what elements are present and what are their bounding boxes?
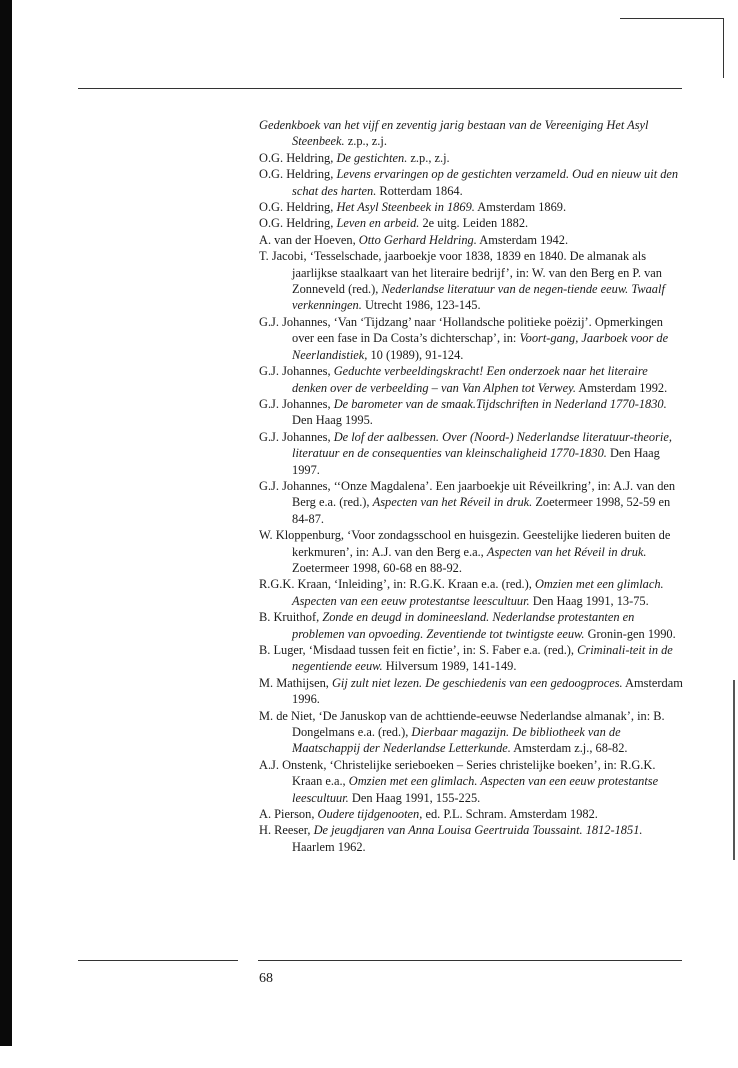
entry-text: O.G. Heldring, bbox=[259, 150, 337, 165]
bibliography-entry bbox=[259, 166, 685, 199]
bibliography-entry bbox=[259, 215, 685, 231]
bibliography-entry bbox=[259, 675, 685, 708]
entry-text: G.J. Johannes, ‘‘Onze Magdalena’. Een jaarboekje uit Réveilkring’, in: A.J. van den Berg e.a. (red.), bbox=[259, 478, 676, 510]
bibliography-entry bbox=[259, 199, 685, 215]
entry-text: G.J. Johannes, bbox=[259, 429, 334, 444]
entry-title: De jeugdjaren van Anna Louisa Geertruida Toussaint. 1812-1851. bbox=[313, 823, 643, 838]
bibliography-list bbox=[259, 117, 685, 855]
bibliography-entry bbox=[259, 527, 685, 576]
entry-text: B. Kruithof, bbox=[259, 610, 323, 625]
entry-text: A. van der Hoeven, bbox=[259, 232, 359, 247]
bibliography-entry bbox=[259, 609, 685, 642]
entry-text: G.J. Johannes, bbox=[259, 364, 334, 379]
entry-title: Geduchte verbeeldingskracht! Een onderzoek naar het literaire denken over de verbeelding – van Van Alphen tot Verwey. bbox=[292, 364, 648, 395]
crop-mark-vertical bbox=[723, 18, 724, 78]
header-rule bbox=[78, 88, 682, 89]
bibliography-entry bbox=[259, 363, 685, 396]
entry-text: B. Luger, ‘Misdaad tussen feit en fictie’, in: S. Faber e.a. (red.), bbox=[259, 643, 578, 657]
entry-text: Den Haag 1991, 155-225. bbox=[348, 790, 481, 805]
entry-text: z.p., z.j. bbox=[407, 150, 450, 165]
entry-text: Amsterdam 1996. bbox=[292, 675, 683, 707]
entry-text: z.p., z.j. bbox=[344, 134, 387, 149]
entry-text: 10 (1989), 91-124. bbox=[367, 347, 464, 362]
entry-text: M. Mathijsen, bbox=[259, 675, 332, 690]
entry-text: 2e uitg. Leiden 1882. bbox=[419, 216, 529, 231]
entry-text: A.J. Onstenk, ‘Christelijke serieboeken – Series christelijke boeken’, in: R.G.K. Kraan e.a., bbox=[259, 757, 656, 789]
entry-text: T. Jacobi, ‘Tesselschade, jaarboekje voor 1838, 1839 en 1840. De almanak als jaarlijkse staalkaart van het literaire bedrijf’, in: W. van den Berg en P. van Zonneveld (red.), bbox=[259, 249, 662, 297]
entry-title: Aspecten van het Réveil in druk. bbox=[372, 495, 533, 510]
entry-title: Leven en arbeid. bbox=[336, 216, 420, 231]
entry-title: Levens ervaringen op de gestichten verzameld. Oud en nieuw uit den schat des harten. bbox=[292, 167, 679, 198]
bibliography-entry bbox=[259, 314, 685, 363]
entry-text: G.J. Johannes, bbox=[259, 396, 334, 411]
entry-text: G.J. Johannes, ‘Van ‘Tijdzang’ naar ‘Hollandsche politieke poëzij’. Opmerkingen over een fase in Da Costa’s dichterschap’, in: bbox=[259, 314, 663, 346]
entry-text: Amsterdam 1992. bbox=[575, 380, 668, 395]
bibliography-entry bbox=[259, 429, 685, 478]
bibliography-entry bbox=[259, 478, 685, 527]
entry-title: Aspecten van het Réveil in druk. bbox=[486, 544, 647, 559]
entry-title: Voort-gang, Jaarboek voor de Neerlandistiek, bbox=[292, 331, 669, 362]
entry-text: Amsterdam 1869. bbox=[474, 200, 567, 215]
bibliography-entry bbox=[259, 150, 685, 166]
entry-text: O.G. Heldring, bbox=[259, 167, 337, 182]
bibliography-entry bbox=[259, 757, 685, 806]
entry-title: De lof der aalbessen. Over (Noord-) Nederlandse literatuur-theorie, literatuur en de consequenties van kleinschaligheid 1770-1830. bbox=[292, 429, 672, 461]
entry-title: Oudere tijdgenooten, bbox=[317, 807, 423, 822]
bibliography-entry bbox=[259, 576, 685, 609]
entry-text: Den Haag 1991, 13-75. bbox=[529, 593, 649, 608]
entry-text: Hilversum 1989, 141-149. bbox=[382, 659, 517, 674]
entry-title: Omzien met een glimlach. Aspecten van een eeuw protestantse leescultuur. bbox=[292, 577, 664, 608]
entry-text: Haarlem 1962. bbox=[292, 839, 366, 854]
bibliography-entry bbox=[259, 642, 685, 675]
entry-text: O.G. Heldring, bbox=[259, 200, 337, 215]
entry-text: Zoetermeer 1998, 52-59 en 84-87. bbox=[292, 495, 671, 526]
entry-text: M. de Niet, ‘De Januskop van de achttiende-eeuwse Nederlandse almanak’, in: B. Dongelmans e.a. (red.), bbox=[259, 708, 665, 740]
entry-title: Gedenkboek van het vijf en zeventig jarig bestaan van de Vereeniging Het Asyl Steenbeek. bbox=[259, 118, 649, 149]
scan-edge-bar bbox=[0, 0, 12, 1046]
entry-text: O.G. Heldring, bbox=[259, 216, 337, 231]
entry-title: Omzien met een glimlach. Aspecten van een eeuw protestantse leescultuur. bbox=[292, 774, 659, 805]
entry-text: Gronin-gen 1990. bbox=[584, 626, 676, 641]
entry-text: H. Reeser, bbox=[259, 823, 314, 838]
entry-text: R.G.K. Kraan, ‘Inleiding’, in: R.G.K. Kraan e.a. (red.), bbox=[259, 577, 535, 592]
entry-text: Utrecht 1986, 123-145. bbox=[361, 298, 481, 313]
bibliography-entry bbox=[259, 396, 685, 429]
footer-rule-right bbox=[258, 960, 682, 961]
scan-edge-right bbox=[733, 680, 735, 860]
entry-title: Het Asyl Steenbeek in 1869. bbox=[336, 200, 475, 215]
bibliography-entry bbox=[259, 708, 685, 757]
page-number: 68 bbox=[259, 971, 273, 986]
entry-text: A. Pierson, bbox=[259, 807, 318, 822]
entry-title: De barometer van de smaak.Tijdschriften in Nederland 1770-1830. bbox=[333, 396, 667, 411]
entry-text: Den Haag 1997. bbox=[292, 446, 660, 477]
crop-mark-horizontal bbox=[620, 18, 724, 19]
entry-title: Nederlandse literatuur van de negen-tiende eeuw. Twaalf verkenningen. bbox=[292, 282, 665, 313]
entry-title: Otto Gerhard Heldring. bbox=[358, 232, 477, 247]
bibliography-entry bbox=[259, 232, 685, 248]
entry-text: Den Haag 1995. bbox=[292, 413, 373, 428]
bibliography-entry bbox=[259, 248, 685, 314]
entry-title: Zonde en deugd in domineesland. Nederlandse protestanten en problemen van opvoeding. Zeventiende tot twintigste eeuw. bbox=[292, 610, 635, 641]
entry-text: W. Kloppenburg, ‘Voor zondagsschool en huisgezin. Geestelijke liederen buiten de kerkmuren’, in: A.J. van den Berg e.a., bbox=[259, 528, 671, 559]
entry-text: Rotterdam 1864. bbox=[376, 183, 463, 198]
entry-title: Gij zult niet lezen. De geschiedenis van een gedoogproces. bbox=[331, 675, 623, 690]
entry-title: Criminali-teit in de negentiende eeuw. bbox=[292, 643, 673, 674]
entry-text: Amsterdam z.j., 68-82. bbox=[510, 741, 628, 756]
entry-title: De gestichten. bbox=[336, 150, 408, 165]
entry-title: Dierbaar magazijn. De bibliotheek van de Maatschappij der Nederlandse Letterkunde. bbox=[292, 725, 621, 756]
footer-rule-left bbox=[78, 960, 238, 961]
bibliography-entry bbox=[259, 822, 685, 855]
bibliography-entry bbox=[259, 806, 685, 822]
entry-text: Zoetermeer 1998, 60-68 en 88-92. bbox=[292, 560, 462, 575]
entry-text: Amsterdam 1942. bbox=[476, 232, 569, 247]
bibliography-entry bbox=[259, 117, 685, 150]
entry-text: ed. P.L. Schram. Amsterdam 1982. bbox=[422, 807, 598, 822]
